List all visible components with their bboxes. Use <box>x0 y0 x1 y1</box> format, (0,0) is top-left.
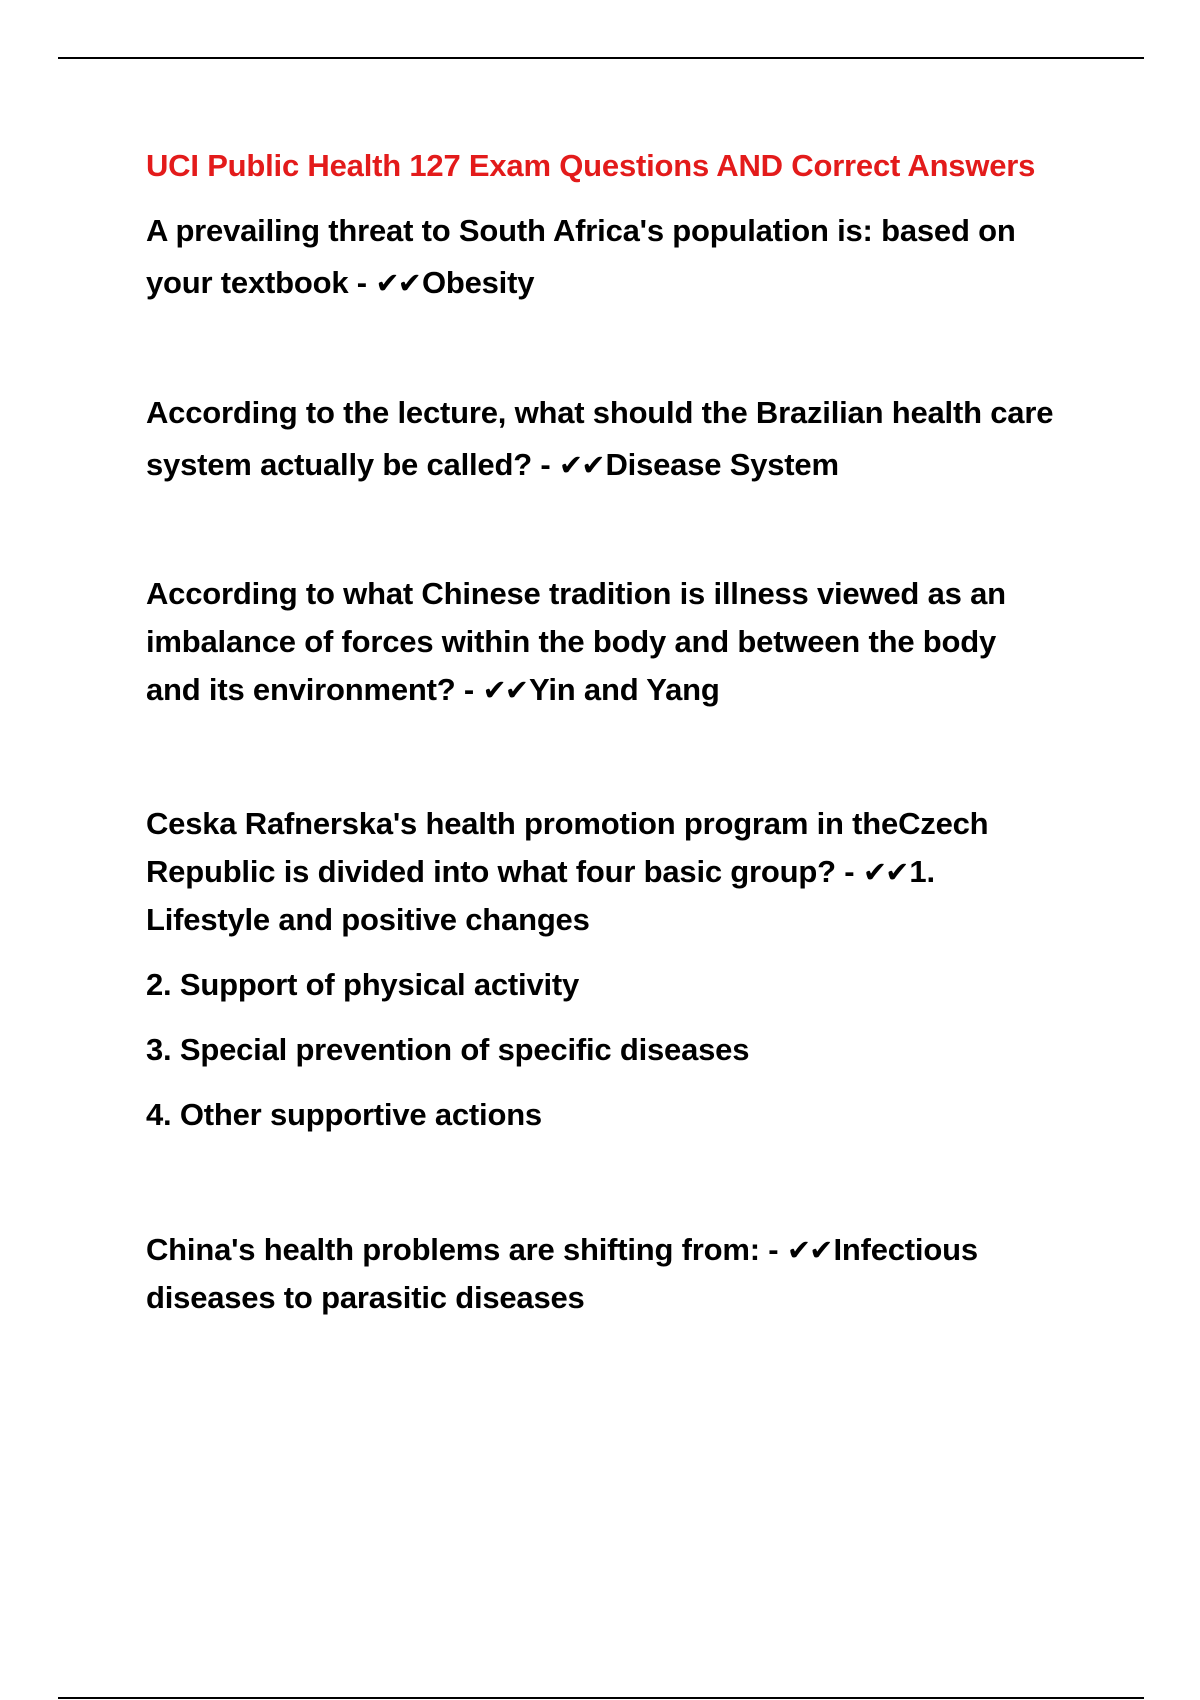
answer-text: 1. <box>909 854 935 889</box>
document-title: UCI Public Health 127 Exam Questions AND Correct Answers <box>146 148 1036 183</box>
list-item: 4. Other supportive actions <box>146 1097 542 1132</box>
question-line: According to what Chinese tradition is illness viewed as an <box>146 576 1006 611</box>
question-line: According to the lecture, what should the Brazilian health care <box>146 395 1054 430</box>
question-line: imbalance of forces within the body and between the body <box>146 624 997 659</box>
question-line <box>146 666 1006 714</box>
answer-line: Lifestyle and positive changes <box>146 902 590 937</box>
qa-item-2 <box>146 387 1053 491</box>
answer-line: diseases to parasitic diseases <box>146 1280 585 1315</box>
answer-text: Obesity <box>421 265 535 300</box>
question-text: your textbook - <box>146 265 376 300</box>
double-check-icon: ✔✔ <box>482 673 528 707</box>
qa-item-5 <box>146 1226 978 1322</box>
qa-item-3 <box>146 570 1006 714</box>
question-text: system actually be called? - <box>146 447 559 482</box>
answer-text: Disease System <box>605 447 839 482</box>
list-item: 2. Support of physical activity <box>146 967 580 1002</box>
question-line: A prevailing threat to South Africa's population is: based on <box>146 213 1016 248</box>
question-text: China's health problems are shifting from: - <box>146 1232 787 1267</box>
question-line: Ceska Rafnerska's health promotion program in theCzech <box>146 806 989 841</box>
answer-text: Infectious <box>833 1232 978 1267</box>
qa-item-1 <box>146 205 1016 309</box>
question-text: Republic is divided into what four basic group? - <box>146 854 863 889</box>
list-item: 3. Special prevention of specific diseases <box>146 1032 750 1067</box>
qa-item-4 <box>146 800 988 944</box>
double-check-icon: ✔✔ <box>558 448 604 482</box>
question-line <box>146 257 1016 309</box>
question-text: and its environment? - <box>146 672 483 707</box>
top-rule <box>58 57 1144 59</box>
bottom-rule <box>58 1697 1144 1699</box>
answer-text: Yin and Yang <box>529 672 720 707</box>
question-line <box>146 848 988 896</box>
question-line <box>146 439 1053 491</box>
double-check-icon: ✔✔ <box>786 1233 832 1267</box>
double-check-icon: ✔✔ <box>862 855 908 889</box>
question-line <box>146 1226 978 1274</box>
double-check-icon: ✔✔ <box>375 266 420 300</box>
